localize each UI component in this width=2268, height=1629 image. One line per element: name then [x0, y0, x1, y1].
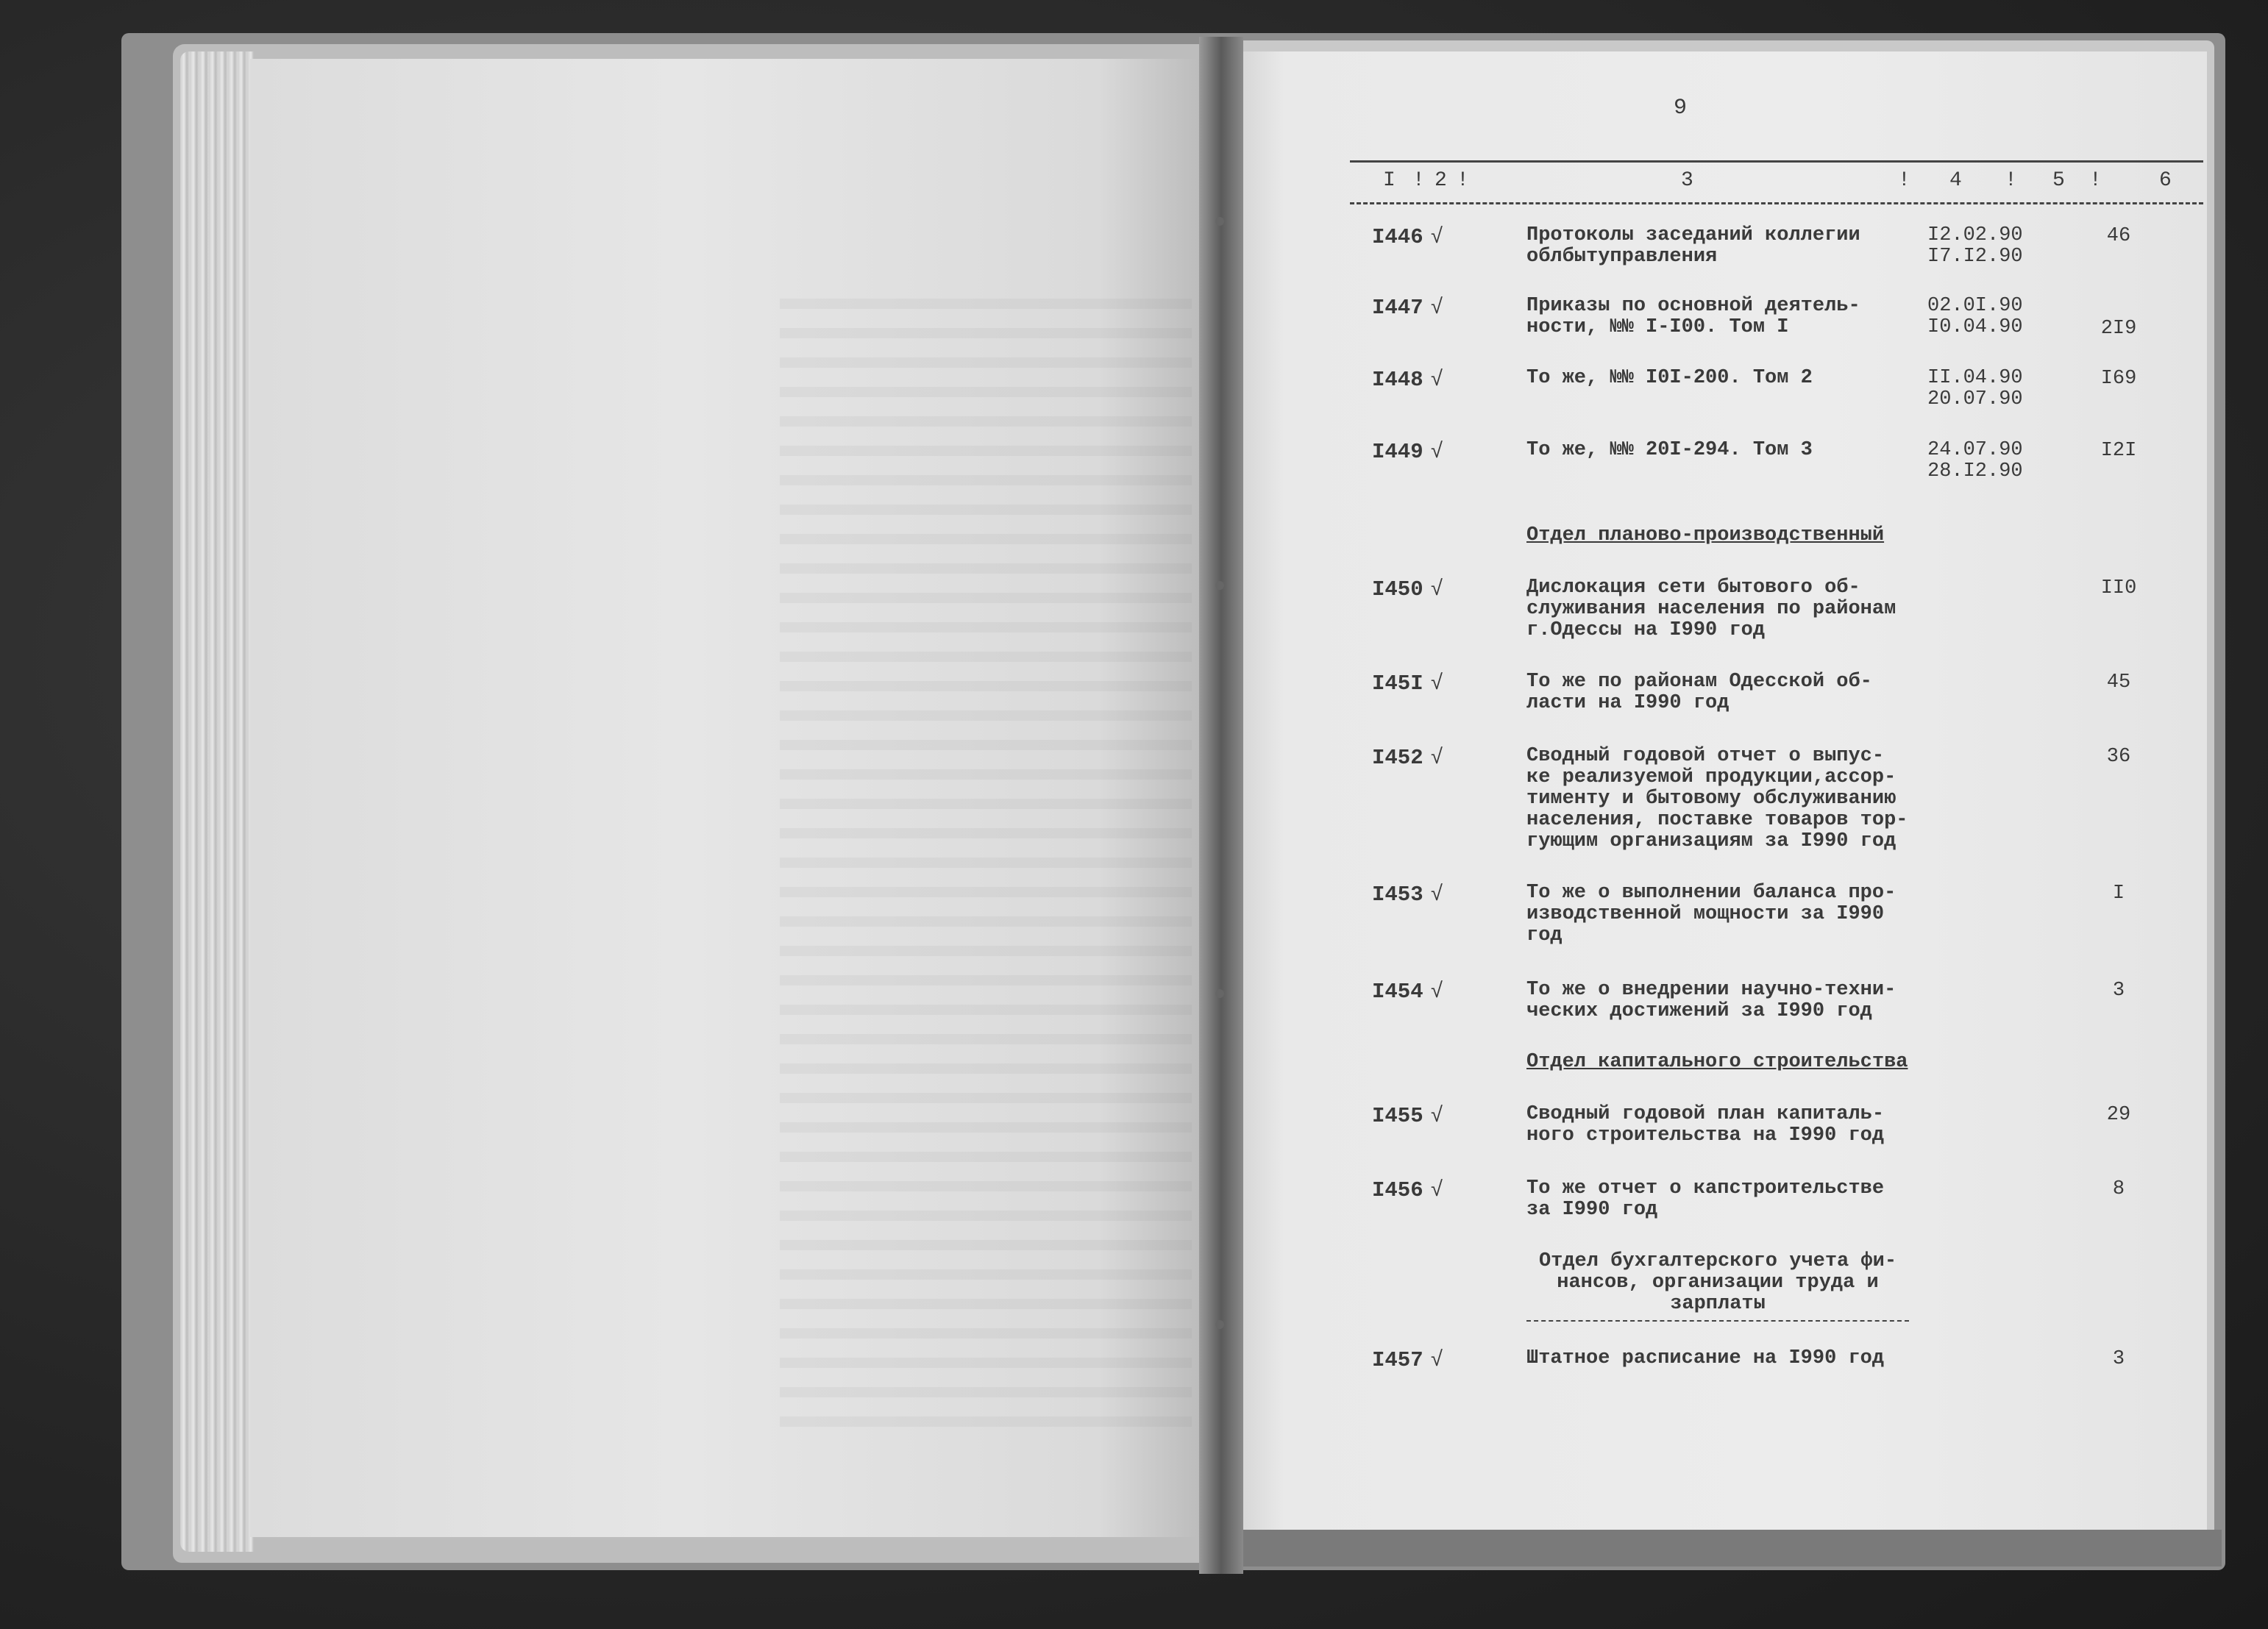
- entry-title: Сводный годовой план капиталь- ного строительства на I990 год: [1526, 1103, 1885, 1147]
- entry-title: То же отчет о капстроительстве за I990 год: [1526, 1177, 1885, 1221]
- header-separator: !: [1457, 169, 1469, 192]
- entry-sheets: I69: [2100, 368, 2137, 390]
- entry-sheets: 3: [2112, 1348, 2125, 1370]
- header-separator: !: [2089, 169, 2102, 192]
- entry-sheets: 2I9: [2100, 318, 2137, 340]
- entry-title: Протоколы заседаний коллегии облбытуправления: [1526, 224, 1860, 268]
- header-col-1: I: [1383, 169, 1396, 192]
- section-heading-construction: Отдел капитального строительства: [1526, 1051, 1908, 1073]
- entry-number: I457 √: [1372, 1348, 1444, 1372]
- entry-sheets: II0: [2100, 577, 2137, 599]
- section-underline: [1526, 1320, 1909, 1322]
- header-col-6: 6: [2159, 169, 2172, 192]
- entry-dates: 24.07.90 28.I2.90: [1927, 439, 2023, 482]
- header-rule-bottom: [1350, 202, 2203, 204]
- check-mark-icon: √: [1430, 1178, 1444, 1202]
- header-col-2: 2: [1435, 169, 1447, 192]
- entry-number: I447 √: [1372, 296, 1444, 320]
- check-mark-icon: √: [1430, 671, 1444, 696]
- binding-hole: [1215, 989, 1224, 998]
- entry-sheets: I2I: [2100, 440, 2137, 462]
- binding-hole: [1215, 217, 1224, 226]
- check-mark-icon: √: [1430, 883, 1444, 907]
- entry-sheets: 36: [2106, 746, 2131, 768]
- entry-sheets: 46: [2106, 225, 2131, 247]
- cover-edge-bottom: [1243, 1530, 2222, 1566]
- section-heading-accounting: Отдел бухгалтерского учета фи- нансов, организации труда и зарплаты: [1538, 1250, 1897, 1315]
- entry-title: То же о внедрении научно-техни- ческих достижений за I990 год: [1526, 979, 1896, 1022]
- entry-sheets: 29: [2106, 1104, 2131, 1126]
- check-mark-icon: √: [1430, 1348, 1444, 1372]
- page-edges: [180, 51, 254, 1552]
- check-mark-icon: √: [1430, 296, 1444, 320]
- entry-number: I452 √: [1372, 746, 1444, 770]
- entry-title: То же, №№ 20I-294. Том 3: [1526, 439, 1813, 461]
- entry-title: То же, №№ I0I-200. Том 2: [1526, 367, 1813, 389]
- header-rule-top: [1350, 160, 2203, 163]
- entry-number: I449 √: [1372, 440, 1444, 464]
- entry-number: I45I √: [1372, 671, 1444, 696]
- entry-number: I453 √: [1372, 883, 1444, 907]
- entry-number: I450 √: [1372, 577, 1444, 602]
- page-number: 9: [1674, 96, 1688, 121]
- bleed-through-text: [780, 279, 1192, 1441]
- check-mark-icon: √: [1430, 746, 1444, 770]
- entry-number: I455 √: [1372, 1104, 1444, 1128]
- entry-sheets: I: [2112, 883, 2125, 905]
- header-col-5: 5: [2052, 169, 2065, 192]
- left-page-blank: [250, 59, 1214, 1537]
- binding-hole: [1215, 581, 1224, 590]
- check-mark-icon: √: [1430, 980, 1444, 1004]
- entry-number: I446 √: [1372, 225, 1444, 249]
- header-separator: !: [1412, 169, 1425, 192]
- entry-title: То же по районам Одесской об- ласти на I990 год: [1526, 671, 1872, 714]
- check-mark-icon: √: [1430, 577, 1444, 602]
- section-heading-planning: Отдел планово-производственный: [1526, 524, 1885, 546]
- entry-title: Приказы по основной деятель- ности, №№ I-I00. Том I: [1526, 295, 1860, 338]
- inventory-page: [1225, 51, 2207, 1530]
- header-separator: !: [2005, 169, 2017, 192]
- entry-title: То же о выполнении баланса про- изводственной мощности за I990 год: [1526, 882, 1896, 947]
- binding-hole: [1215, 1320, 1224, 1329]
- entry-title: Штатное расписание на I990 год: [1526, 1347, 1885, 1369]
- entry-number: I456 √: [1372, 1178, 1444, 1202]
- header-col-4: 4: [1949, 169, 1962, 192]
- entry-dates: 02.0I.90 I0.04.90: [1927, 295, 2023, 338]
- check-mark-icon: √: [1430, 1104, 1444, 1128]
- check-mark-icon: √: [1430, 368, 1444, 392]
- entry-number: I454 √: [1372, 980, 1444, 1004]
- entry-sheets: 3: [2112, 980, 2125, 1002]
- entry-sheets: 45: [2106, 671, 2131, 694]
- header-col-3: 3: [1681, 169, 1693, 192]
- header-separator: !: [1898, 169, 1910, 192]
- entry-dates: I2.02.90 I7.I2.90: [1927, 224, 2023, 268]
- entry-title: Сводный годовой отчет о выпус- ке реализуемой продукции,ассор- тименту и бытовому обслуживанию населения, поставке товаров тор- гующим организациям за I990 год: [1526, 745, 1908, 852]
- entry-title: Дислокация сети бытового об- служивания населения по районам г.Одессы на I990 год: [1526, 577, 1896, 641]
- entry-sheets: 8: [2112, 1178, 2125, 1200]
- entry-number: I448 √: [1372, 368, 1444, 392]
- check-mark-icon: √: [1430, 440, 1444, 464]
- check-mark-icon: √: [1430, 225, 1444, 249]
- entry-dates: II.04.90 20.07.90: [1927, 367, 2023, 410]
